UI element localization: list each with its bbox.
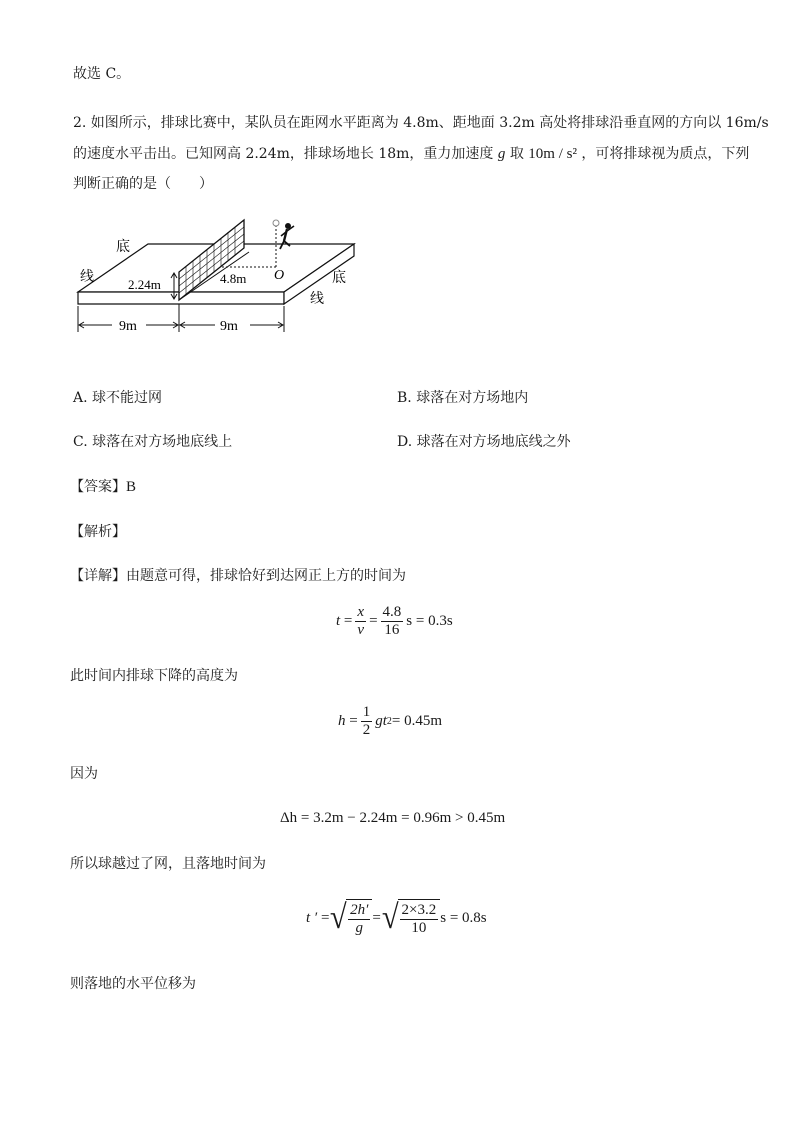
eq4-r2-numerator: 2×3.2: [401, 902, 437, 918]
question-line-2-c: ，可将排球视为质点，下列: [581, 146, 750, 162]
eq4-lhs: t ′: [306, 909, 318, 926]
left-half-length-label: 9m: [119, 319, 137, 334]
eq4-r1-numerator: 2h′: [350, 902, 369, 918]
eq1-fraction-values: [381, 604, 404, 639]
question-line-1: 2. 如图所示，排球比赛中，某队员在距网水平距离为 4.8m、距地面 3.2m 高处将排球沿垂直网的方向以 16m/s: [73, 115, 769, 131]
eq4-rhs: s = 0.8s: [440, 909, 487, 926]
option-d: D. 球落在对方场地底线之外: [397, 434, 571, 450]
ball-icon: [273, 220, 279, 226]
eq2-sup: 2: [386, 716, 392, 727]
equation-fall-time: t ′ = √ $\frac{2h'}{g}$ = √ $\frac{2\times 3.2}{10}$ s = 0.8s: [306, 899, 487, 936]
eq1-f1-denominator: v: [357, 622, 365, 638]
point-o-label: O: [274, 268, 285, 283]
so-text: 所以球越过了网，且落地时间为: [70, 856, 266, 872]
label-xian-left: 线: [80, 270, 94, 285]
detail-intro-text: 由题意可得，排球恰好到达网正上方的时间为: [126, 568, 406, 584]
eq1-f1-numerator: x: [357, 604, 365, 620]
because-text: 因为: [70, 766, 98, 782]
equation-time-to-net: t = $\frac{x}{v}$ = $\frac{4.8}{16}$ s = 0.3s: [336, 604, 453, 638]
question-line-3: 判断正确的是（ ）: [73, 176, 213, 192]
question-line-2-b: 取: [509, 146, 524, 162]
eq4-r1-denominator: g: [355, 920, 363, 936]
gravity-unit: 10m / s²: [528, 146, 577, 162]
eq2-fraction: [361, 704, 373, 739]
option-a: A. 球不能过网: [73, 390, 163, 406]
equation-drop-height: h = $\frac{1}{2}$ gt 2 = 0.45m: [338, 704, 443, 738]
eq1-f2-numerator: 4.8: [382, 604, 402, 620]
question-line-2-a: 的速度水平击出。已知网高 2.24m，排球场地长 18m，重力加速度: [73, 146, 494, 162]
equation-height-difference: Δh = 3.2m − 2.24m = 0.96m > 0.45m: [280, 810, 506, 826]
eq2-denominator: 2: [362, 722, 371, 738]
horizontal-displacement-text: 则落地的水平位移为: [70, 976, 196, 992]
volleyball-court-figure: [70, 212, 370, 342]
detail-label: 【详解】: [70, 568, 126, 584]
right-half-length-label: 9m: [220, 319, 238, 334]
eq1-f2-denominator: 16: [384, 622, 400, 638]
net-height-label: 2.24m: [128, 277, 161, 292]
eq4-sqrt-symbolic: √ $\frac{2h'}{g}$: [329, 898, 372, 938]
drop-height-text: 此时间内排球下降的高度为: [70, 668, 238, 684]
eq2-numerator: 1: [362, 704, 371, 720]
eq2-lhs: h: [338, 713, 346, 729]
answer-value: B: [126, 479, 137, 495]
label-di-left: 底: [116, 240, 130, 255]
eq2-gt: gt: [375, 713, 387, 729]
eq2-rhs: = 0.45m: [391, 713, 443, 729]
label-di-right: 底: [332, 271, 346, 286]
eq4-sqrt-values: √ $\frac{2\times 3.2}{10}$: [381, 898, 440, 938]
gravity-symbol: g: [497, 146, 506, 162]
dimension-lines: [78, 304, 284, 332]
option-b: B. 球落在对方场地内: [397, 390, 529, 406]
eq1-lhs: t: [336, 613, 341, 629]
analysis-label: 【解析】: [70, 524, 126, 540]
previous-answer-line: 故选 C。: [73, 66, 131, 82]
question-line-2: [73, 144, 749, 164]
eq1-rhs: s = 0.3s: [406, 613, 453, 629]
label-xian-right: 线: [310, 292, 324, 307]
detail-intro: [70, 566, 406, 586]
answer-label: 【答案】: [70, 479, 126, 495]
eq4-r2-denominator: 10: [411, 920, 427, 936]
distance-label: 4.8m: [220, 271, 247, 286]
option-c: C. 球落在对方场地底线上: [73, 434, 233, 450]
eq1-fraction-xv: [355, 604, 366, 639]
answer-line: [70, 477, 136, 497]
